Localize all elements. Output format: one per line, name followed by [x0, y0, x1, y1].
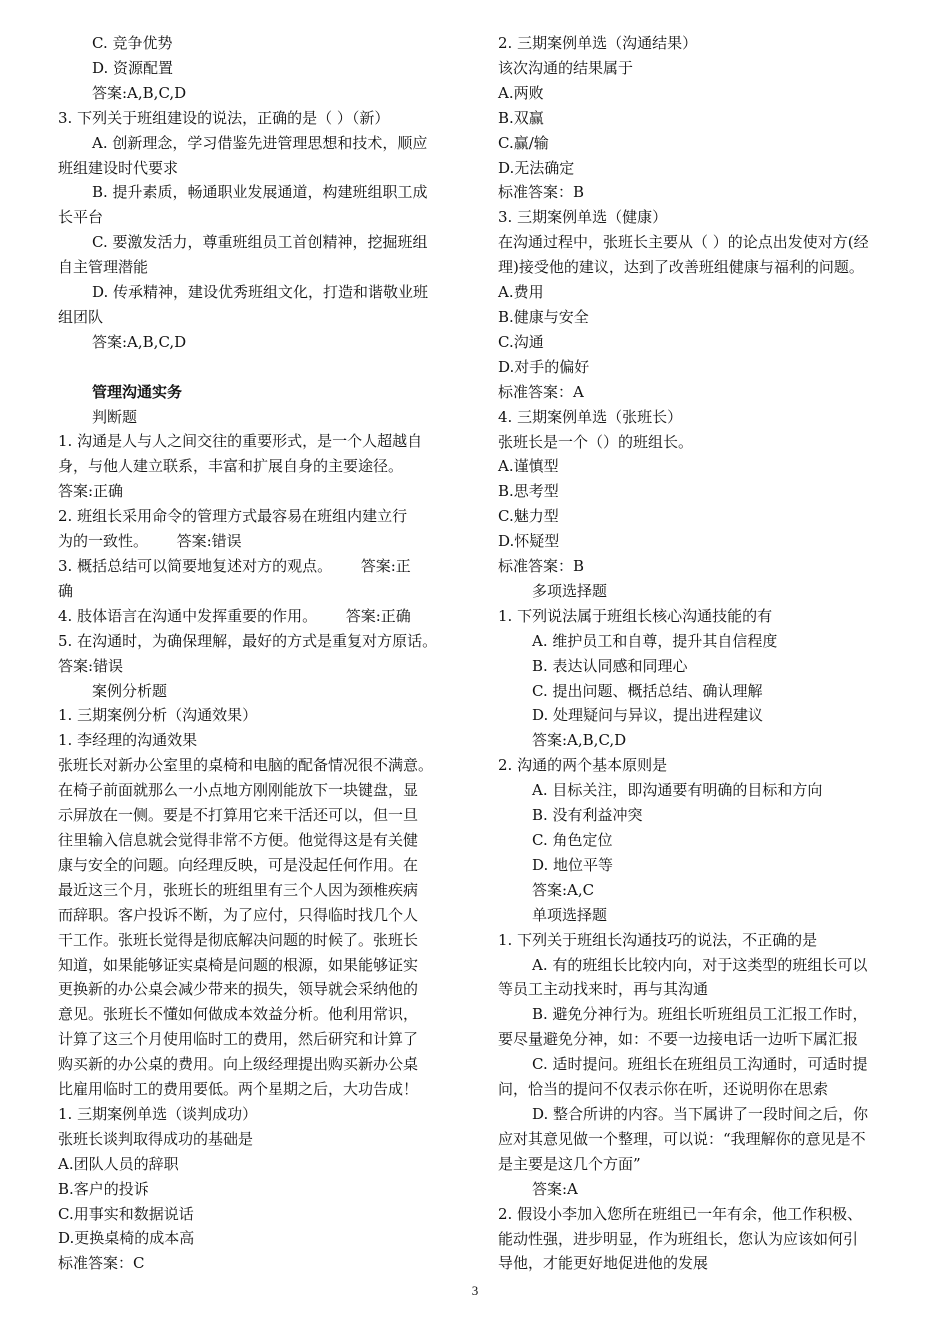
text-line: 问，恰当的提问不仅表示你在听，还说明你在思索: [498, 1080, 829, 1099]
text-line: B. 没有利益冲突: [532, 806, 643, 825]
text-line: D.无法确定: [498, 158, 575, 177]
text-line: 而辞职。客户投诉不断，为了应付，只得临时找几个人: [58, 905, 419, 924]
text-line: 确: [58, 581, 74, 600]
text-line: 答案:正确: [58, 482, 124, 501]
text-line: D.对手的偏好: [498, 357, 590, 376]
text-line: 4. 三期案例单选（张班长）: [498, 407, 683, 426]
text-line: C.用事实和数据说话: [58, 1204, 194, 1223]
text-line: 1. 下列说法属于班组长核心沟通技能的有: [498, 606, 773, 625]
text-line: 能动性强，进步明显，作为班组长，您认为应该如何引: [498, 1229, 859, 1248]
text-line: C. 竞争优势: [92, 34, 173, 52]
text-line: 5. 在沟通时，为确保理解，最好的方式是重复对方原话。: [58, 631, 438, 650]
text-line: A. 创新理念，学习借鉴先进管理思想和技术，顺应: [92, 133, 428, 152]
text-line: 更换新的办公桌会减少带来的损失，领导就会采纳他的: [58, 980, 419, 999]
text-line: 标准答案：C: [58, 1254, 145, 1273]
text-line: 1. 三期案例单选（谈判成功）: [58, 1104, 258, 1123]
text-line: 干工作。张班长觉得是彻底解决问题的时候了。张班长: [58, 930, 419, 949]
left-column: [58, 31, 473, 1276]
blank-line: [58, 355, 473, 380]
text-line: 答案:A,C: [532, 880, 595, 899]
text-line: 应对其意见做一个整理，可以说：“我理解你的意见是不: [498, 1129, 866, 1148]
text-line: C.赢/输: [498, 133, 549, 152]
right-column: [498, 31, 910, 1276]
text-line: 答案:A,B,C,D: [532, 731, 627, 750]
text-line: 自主管理潜能: [58, 258, 149, 277]
text-line: 意见。张班长不懂如何做成本效益分析。他利用常识，: [58, 1005, 419, 1024]
text-line: A.谨慎型: [498, 457, 559, 476]
text-line: 班组建设时代要求: [58, 158, 179, 177]
text-line: 2. 沟通的两个基本原则是: [498, 756, 668, 775]
text-line: 3. 三期案例单选（健康）: [498, 208, 668, 227]
text-line: 答案:A: [532, 1179, 578, 1198]
text-line: 往里输入信息就会觉得非常不方便。他觉得这是有关健: [58, 830, 419, 849]
text-line: D. 地位平等: [532, 855, 614, 874]
text-line: 该次沟通的结果属于: [498, 58, 634, 77]
text-line: 标准答案：B: [498, 183, 585, 202]
text-line: 张班长谈判取得成功的基础是: [58, 1129, 254, 1148]
text-line: C.魅力型: [498, 507, 559, 526]
text-line: 在沟通过程中，张班长主要从（ ）的论点出发使对方(经: [498, 233, 869, 252]
text-line: C.沟通: [498, 332, 544, 351]
text-line: A.两败: [498, 83, 544, 102]
text-line: 答案:错误: [58, 656, 124, 675]
text-line: D.更换桌椅的成本高: [58, 1229, 195, 1248]
text-line: 2. 假设小李加入您所在班组已一年有余，他工作积极、: [498, 1204, 863, 1223]
text-line: 计算了这三个月使用临时工的费用，然后研究和计算了: [58, 1030, 419, 1049]
text-line: B.客户的投诉: [58, 1179, 149, 1198]
text-line: 要尽量避免分神，如：不要一边接电话一边听下属汇报: [498, 1030, 859, 1049]
text-line: 身，与他人建立联系，丰富和扩展自身的主要途径。: [58, 457, 404, 476]
text-line: 最近这三个月，张班长的班组里有三个人因为颈椎疾病: [58, 880, 419, 899]
text-line: 比雇用临时工的费用要低。两个星期之后，大功告成！: [58, 1080, 419, 1099]
text-line: A. 维护员工和自尊，提升其自信程度: [532, 631, 778, 650]
text-line: D. 资源配置: [92, 58, 174, 77]
text-line: D. 整合所讲的内容。当下属讲了一段时间之后，你: [532, 1104, 869, 1123]
text-line: 标准答案：B: [498, 557, 585, 576]
text-line: A.费用: [498, 283, 544, 302]
text-line: 1. 下列关于班组长沟通技巧的说法，不正确的是: [498, 930, 818, 949]
text-line: 等员工主动找来时，再与其沟通: [498, 980, 709, 999]
text-line: 康与安全的问题。向经理反映，可是没起任何作用。在: [58, 855, 419, 874]
text-line: 理)接受他的建议，达到了改善班组健康与福利的问题。: [498, 258, 864, 277]
text-line: 购买新的办公桌的费用。向上级经理提出购买新办公桌: [58, 1055, 419, 1074]
text-line: D.怀疑型: [498, 532, 560, 551]
text-line: 判断题: [92, 407, 138, 426]
text-line: D. 传承精神，建设优秀班组文化，打造和谐敬业班: [92, 283, 429, 302]
text-line: 1. 李经理的沟通效果: [58, 731, 198, 750]
text-line: 3. 下列关于班组建设的说法，正确的是（ ）（新）: [58, 108, 390, 127]
text-line: B.双赢: [498, 108, 544, 127]
text-line: 标准答案：A: [498, 382, 584, 401]
text-line: 知道，如果能够证实桌椅是问题的根源，如果能够证实: [58, 955, 419, 974]
text-line: B. 提升素质，畅通职业发展通道，构建班组职工成: [92, 183, 428, 202]
text-line: 2. 三期案例单选（沟通结果）: [498, 34, 698, 52]
text-line: 示屏放在一侧。要是不打算用它来干活还可以，但一旦: [58, 806, 419, 825]
text-line: 4. 肢体语言在沟通中发挥重要的作用。 答案:正确: [58, 606, 411, 625]
text-line: 案例分析题: [92, 681, 168, 700]
text-line: 导他，才能更好地促进他的发展: [498, 1254, 709, 1273]
text-line: A. 目标关注，即沟通要有明确的目标和方向: [532, 781, 823, 800]
text-line: 张班长是一个（）的班组长。: [498, 432, 694, 451]
text-line: C. 提出问题、概括总结、确认理解: [532, 681, 763, 700]
text-line: C. 适时提问。班组长在班组员工沟通时，可适时提: [532, 1055, 868, 1074]
text-line: D. 处理疑问与异议，提出进程建议: [532, 706, 764, 725]
text-line: 2. 班组长采用命令的管理方式最容易在班组内建立行: [58, 507, 408, 526]
text-line: 是主要是这几个方面”: [498, 1154, 641, 1173]
text-line: 1. 沟通是人与人之间交往的重要形式，是一个人超越自: [58, 432, 423, 451]
text-line: 答案:A,B,C,D: [92, 332, 187, 351]
text-line: 3. 概括总结可以简要地复述对方的观点。 答案:正: [58, 557, 411, 576]
text-line: 在椅子前面就那么一小点地方刚刚能放下一块键盘，显: [58, 781, 419, 800]
text-line: 组团队: [58, 307, 104, 326]
text-line: C. 要激发活力，尊重班组员工首创精神，挖掘班组: [92, 233, 428, 252]
text-line: B.思考型: [498, 482, 559, 501]
text-line: A. 有的班组长比较内向，对于这类型的班组长可以: [532, 955, 868, 974]
section-heading: 管理沟通实务: [92, 382, 183, 401]
text-line: B.健康与安全: [498, 307, 589, 326]
text-line: 1. 三期案例分析（沟通效果）: [58, 706, 258, 725]
text-line: A.团队人员的辞职: [58, 1154, 179, 1173]
text-line: 张班长对新办公室里的桌椅和电脑的配备情况很不满意。: [58, 756, 434, 775]
text-line: B. 表达认同感和同理心: [532, 656, 688, 675]
text-line: 多项选择题: [532, 581, 608, 600]
text-line: 长平台: [58, 208, 104, 227]
text-line: 为的一致性。 答案:错误: [58, 532, 242, 551]
text-line: 答案:A,B,C,D: [92, 83, 187, 102]
page-number: 3: [471, 1283, 479, 1298]
text-line: B. 避免分神行为。班组长听班组员工汇报工作时，: [532, 1005, 868, 1024]
text-line: 单项选择题: [532, 905, 608, 924]
text-line: C. 角色定位: [532, 831, 613, 849]
